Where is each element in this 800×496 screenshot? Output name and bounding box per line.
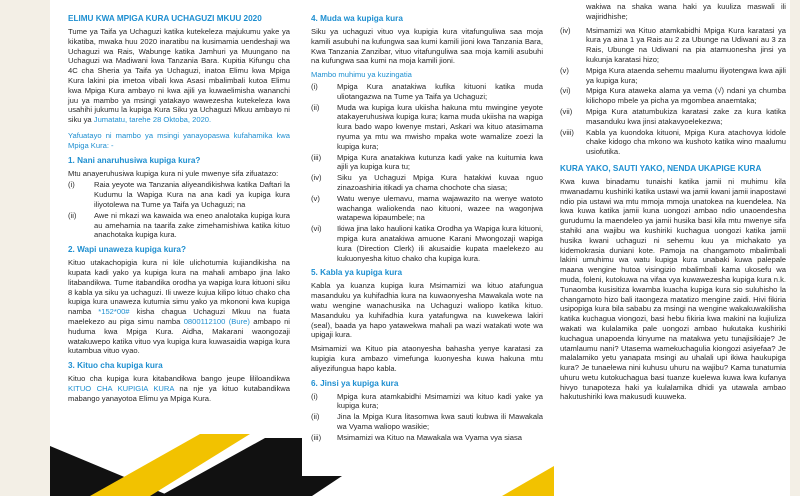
continued-text: wakiwa na shaka wana haki ya kuuliza maswali ili wajiridhishe; [586, 2, 786, 21]
panel-one-stripes [50, 426, 302, 496]
lead-text: Yafuatayo ni mambo ya msingi yanayopaswa kufahamika kwa Mpiga Kura: - [68, 130, 290, 150]
ussd-code: *152*00# [98, 307, 130, 317]
list-item: (viii) Kabla ya kuondoka kituoni, Mpiga Kura atachovya kidole chake kidogo cha mkono wa kushoto katika wino maalumu usiofutika. [560, 127, 786, 157]
list-item: (ii) Jina la Mpiga Kura litasomwa kwa sauti kubwa ili Mawakala wa Vyama waliopo wasikie; [311, 412, 543, 431]
panel-two-text [311, 14, 543, 445]
panel-one-text [68, 14, 290, 408]
list-item: (i) Raia yeyote wa Tanzania aliyeandikishwa katika Daftari la Kudumu la Wapiga Kura na ana kadi ya kupiga kura iliyotolewa na Tume ya Taifa ya Uchaguzi; na [68, 180, 290, 209]
list-item: (iii) Mpiga Kura anatakiwa kutunza kadi yake na kuitumia kwa ajili ya kupiga kura tu; [311, 152, 543, 172]
panel-two-stripes [302, 446, 554, 496]
list-item: (i) Mpiga Kura anatakiwa kufika kituoni katika muda uliotangazwa na Tume ya Taifa ya Uchaguzi; [311, 81, 543, 101]
section-1-heading: 1. Nani anaruhusiwa kupiga kura? [68, 155, 201, 165]
list-item: (iv) Siku ya Uchaguzi Mpiga Kura hatakiwi kuvaa nguo zinazoashiria itikadi ya chama chochote cha siasa; [311, 173, 543, 192]
section-4-list [311, 82, 543, 263]
section-5-body-1: Kabla ya kuanza kupiga kura Msimamizi wa kituo atafungua masanduku ya kuhifadhia kura na kuwaonyesha Mawakala wote na watu wengine wanachusika na Uchaguzi waliopo katika kituo. Masanduku ya kuhifadhia kura yatafungwa na kuwekewa lakiri (seal), baada ya hapo yatawekwa mahali pa wazi watakati wote wa upigaji kura. [311, 281, 543, 340]
panel-one [50, 0, 302, 496]
list-item: (ii) Awe ni mkazi wa kawaida wa eneo analotaka kupiga kura au amehamia na taarifa zake zimehamishiwa katika kituo anachotaka kupiga kura. [68, 210, 290, 240]
section-4-subheading: Mambo muhimu ya kuzingatia [311, 70, 412, 80]
panel-three-text [560, 2, 786, 406]
section-1-body: Mtu anayeruhusiwa kupiga kura ni yule mwenye sifa zifuatazo: [68, 168, 279, 178]
section-5-body-2: Msimamizi wa Kituo pia ataonyesha bahasha yenye karatasi za kupigia kura ambazo vimefunga kuonyesha kuwa hakuna mtu aliyezifungua hapo kabla. [311, 344, 543, 373]
left-margin-background [0, 0, 50, 496]
list-item: (vi) Mpiga Kura ataweka alama ya vema (√) ndani ya chumba kilichopo mbele ya picha ya mgombea anaemtaka; [560, 86, 786, 106]
election-date: Jumatatu, tarehe 28 Oktoba, 2020. [93, 115, 212, 125]
panel-two [302, 0, 554, 496]
station-sign-text: KITUO CHA KUPIGIA KURA [68, 383, 175, 393]
section-2-body: Kituo utakachopigia kura ni kile ulichotumia kujiandikisha na kupata kadi yako ya kupiga kura na mahali ambapo jina lako litabandikwa. Tume itabandika orodha ya wapiga kura kituoni siku 8 kabla ya siku ya uchaguzi. Ili uweze kujua kilipo kituo chako cha kupiga kura unaweza kutumia simu yako ya mkononi kwa kupiga namba *152*00# kisha chagua Uchaguzi Mkuu na fuata maelekezo au piga simu namba 0800112100 (Bure) ambapo ni huduma kwa Mpiga Kura. Aidha, Makarani waongozaji watakuwepo katika vituo vya kupiga kura kuwasaidia wapiga kura kutambua vituo vyao. [68, 258, 290, 356]
list-item: (iii) Msimamizi wa Kituo na Mawakala wa Vyama vya siasa [311, 432, 522, 442]
list-item: (iv) Msimamizi wa Kituo atamkabidhi Mpiga Kura karatasi ya kura ya aina 1 ya Rais au 2 za Ubunge na Udiwani au 3 za Rais, Ubunge na Udiwani na pia atamuonesha jinsi ya kukunja karatasi hizo; [560, 25, 786, 64]
slogan-body: Kwa kuwa binadamu tunaishi katika jamii ni muhimu kila mwanadamu kushiriki katika ustawi wa jamii kwani jamii inapostawi ndio pia ustawi wa mtu mmoja mmoja unatokea na kuendelea. Na kwa kuwa katika jamii kuna uongozi ambao ndio unaoendesha gurudumu la maendeleo ya jamii husika basi kila mtu mwenye sifa stahiki ana wajibu wa kushiriki kuchagua uongozi katika jamii husika kwani uchaguzi ni sehemu kuu ya michakato ya kidemokrasia duniani kote. Pamoja na changamoto mbalimbali lakini umuhimu wa watu kupiga kura unabaki kuwa palepale maana wengine hutoa visingizio mbalimbali kama ukosefu wa muda, foleni, kutokuwa na vifaa vya kuwawezesha kupiga kura n.k. Tunaomba kusisitiza kwamba kuacha kupiga kura sio suluhisho la changamoto hizo bali itaongeza matatizo mengine zaidi. Hivi fikiria usipopiga kura bila sababu za msingi na wengine wakakuwakilisha katika kuchagua viongozi, basi hebu fikiria kwa makini na kujiuliza wakati wa kulalamika pale uongozi ambao hukutaka kushiriki kuchagua unapoenda kinyume na matakwa yetu tunajisikiaje? Je utamlaumu nani? Utasema wamekuchagulia kiongozi asiyefaa? Je malalamiko yetu yanapata msingi au uhalali upi ikiwa haukupiga kura? Je tunaelewa nini kuhusu uhuru na wajibu? Kama tunatumia uhuru wetu kutokuchagua basi tuanze kuelewa kuwa kwa kufanya hivyo tunapoteza haki ya kulalamika dhidi ya utawala ambao hakutushiriki kwa makusudi kuuweka. [560, 176, 786, 402]
section-4-heading: 4. Muda wa kupiga kura [311, 14, 403, 23]
section-1-list [68, 180, 290, 240]
list-item: (vii) Mpiga Kura atatumbukiza karatasi zake za kura katika masanduku kwa jinsi atakavyoelekezwa; [560, 106, 786, 126]
voting-steps-list [560, 26, 786, 157]
right-margin-background [790, 0, 800, 496]
document-title: ELIMU KWA MPIGA KURA UCHAGUZI MKUU 2020 [68, 14, 262, 23]
section-5-heading: 5. Kabla ya kupiga kura [311, 268, 403, 278]
list-item: (v) Mpiga Kura ataenda sehemu maalumu iliyotengwa kwa ajili ya kupiga kura; [560, 65, 786, 85]
intro-text: Tume ya Taifa ya Uchaguzi katika kutekeleza majukumu yake ya kikatiba, mwaka huu 2020 inaratibu na kusimamia uendeshaji wa Uchaguzi wa Rais, Wabunge katika Jamhuri ya Muungano na Uchaguzi wa Madiwani kwa Tanzania Bara. Kupitia Kifungu cha 4C cha Sheria ya Taifa ya Uchaguzi, inatoa Elimu kwa Mpiga Kura lakini pia imetoa vibali kwa Asasi mbalimbali kutoa Elimu kwa Mpiga Kura ambayo ni kwa ajili ya kuwaelimisha wananchi juu ya mambo ya msingi yatakayo wawezesha kutekeleza kwa usahihi jukumu la kupiga Kura Siku ya Uchaguzi Mkuu ambayo ni siku ya [68, 27, 290, 125]
slogan-heading: KURA YAKO, SAUTI YAKO, NENDA UKAPIGE KURA [560, 163, 762, 173]
list-item: (ii) Muda wa kupiga kura ukiisha hakuna mtu mwingine yeyote atakayeruhusiwa kupiga kura; kama muda ukiisha na wapiga kura bado wapo kwenye mstari, Askari wa kituo atasimama nyuma ya mtu wa mwisho mpaka wote wamalize zoezi la kupiga kura; [311, 102, 543, 151]
list-item: (vi) Ikiwa jina lako haulioni katika Orodha ya Wapiga kura kituoni, mpiga kura anatakiwa amuone Karani Mwongozaji wapiga kura (Direction Clerk) ili akusaidie kupata maelekezo au kukuonyesha kituo chako cha kupiga kura. [311, 224, 543, 263]
helpline-number: 0800112100 (Bure) [183, 316, 250, 326]
panel-three [554, 0, 790, 496]
section-6-list [311, 392, 543, 443]
intro-paragraph [68, 27, 290, 125]
section-3-heading: 3. Kituo cha kupiga kura [68, 361, 163, 371]
section-6-heading: 6. Jinsi ya kupiga kura [311, 378, 399, 388]
list-item: (i) Mpiga kura atamkabidhi Msimamizi wa kituo kadi yake ya kupiga kura; [311, 391, 543, 411]
list-item: (v) Watu wenye ulemavu, mama wajawazito na wenye watoto wachanga waliokenda nao kituoni, wazee na wagonjwa watapewa kipaumbele; na [311, 193, 543, 223]
section-4-body: Siku ya uchaguzi vituo vya kupigia kura vitafunguliwa saa moja kamili asubuhi na kufungwa saa kumi kamili jioni kwa Tanzania Bara, Kwa Tanzania Zanzibar, vituo vitafunguliwa saa moja kamili asubuhi na kufungwa saa kumi na moja kamili jioni. [311, 27, 543, 66]
section-2-heading: 2. Wapi unaweza kupiga kura? [68, 245, 186, 255]
section-3-body: Kituo cha kupiga kura kitabandikwa bango jeupe lililoandikwa KITUO CHA KUPIGIA KURA na nje ya kituo kutabandikwa mabango yanayotoa Elimu ya Mpiga Kura. [68, 374, 290, 403]
